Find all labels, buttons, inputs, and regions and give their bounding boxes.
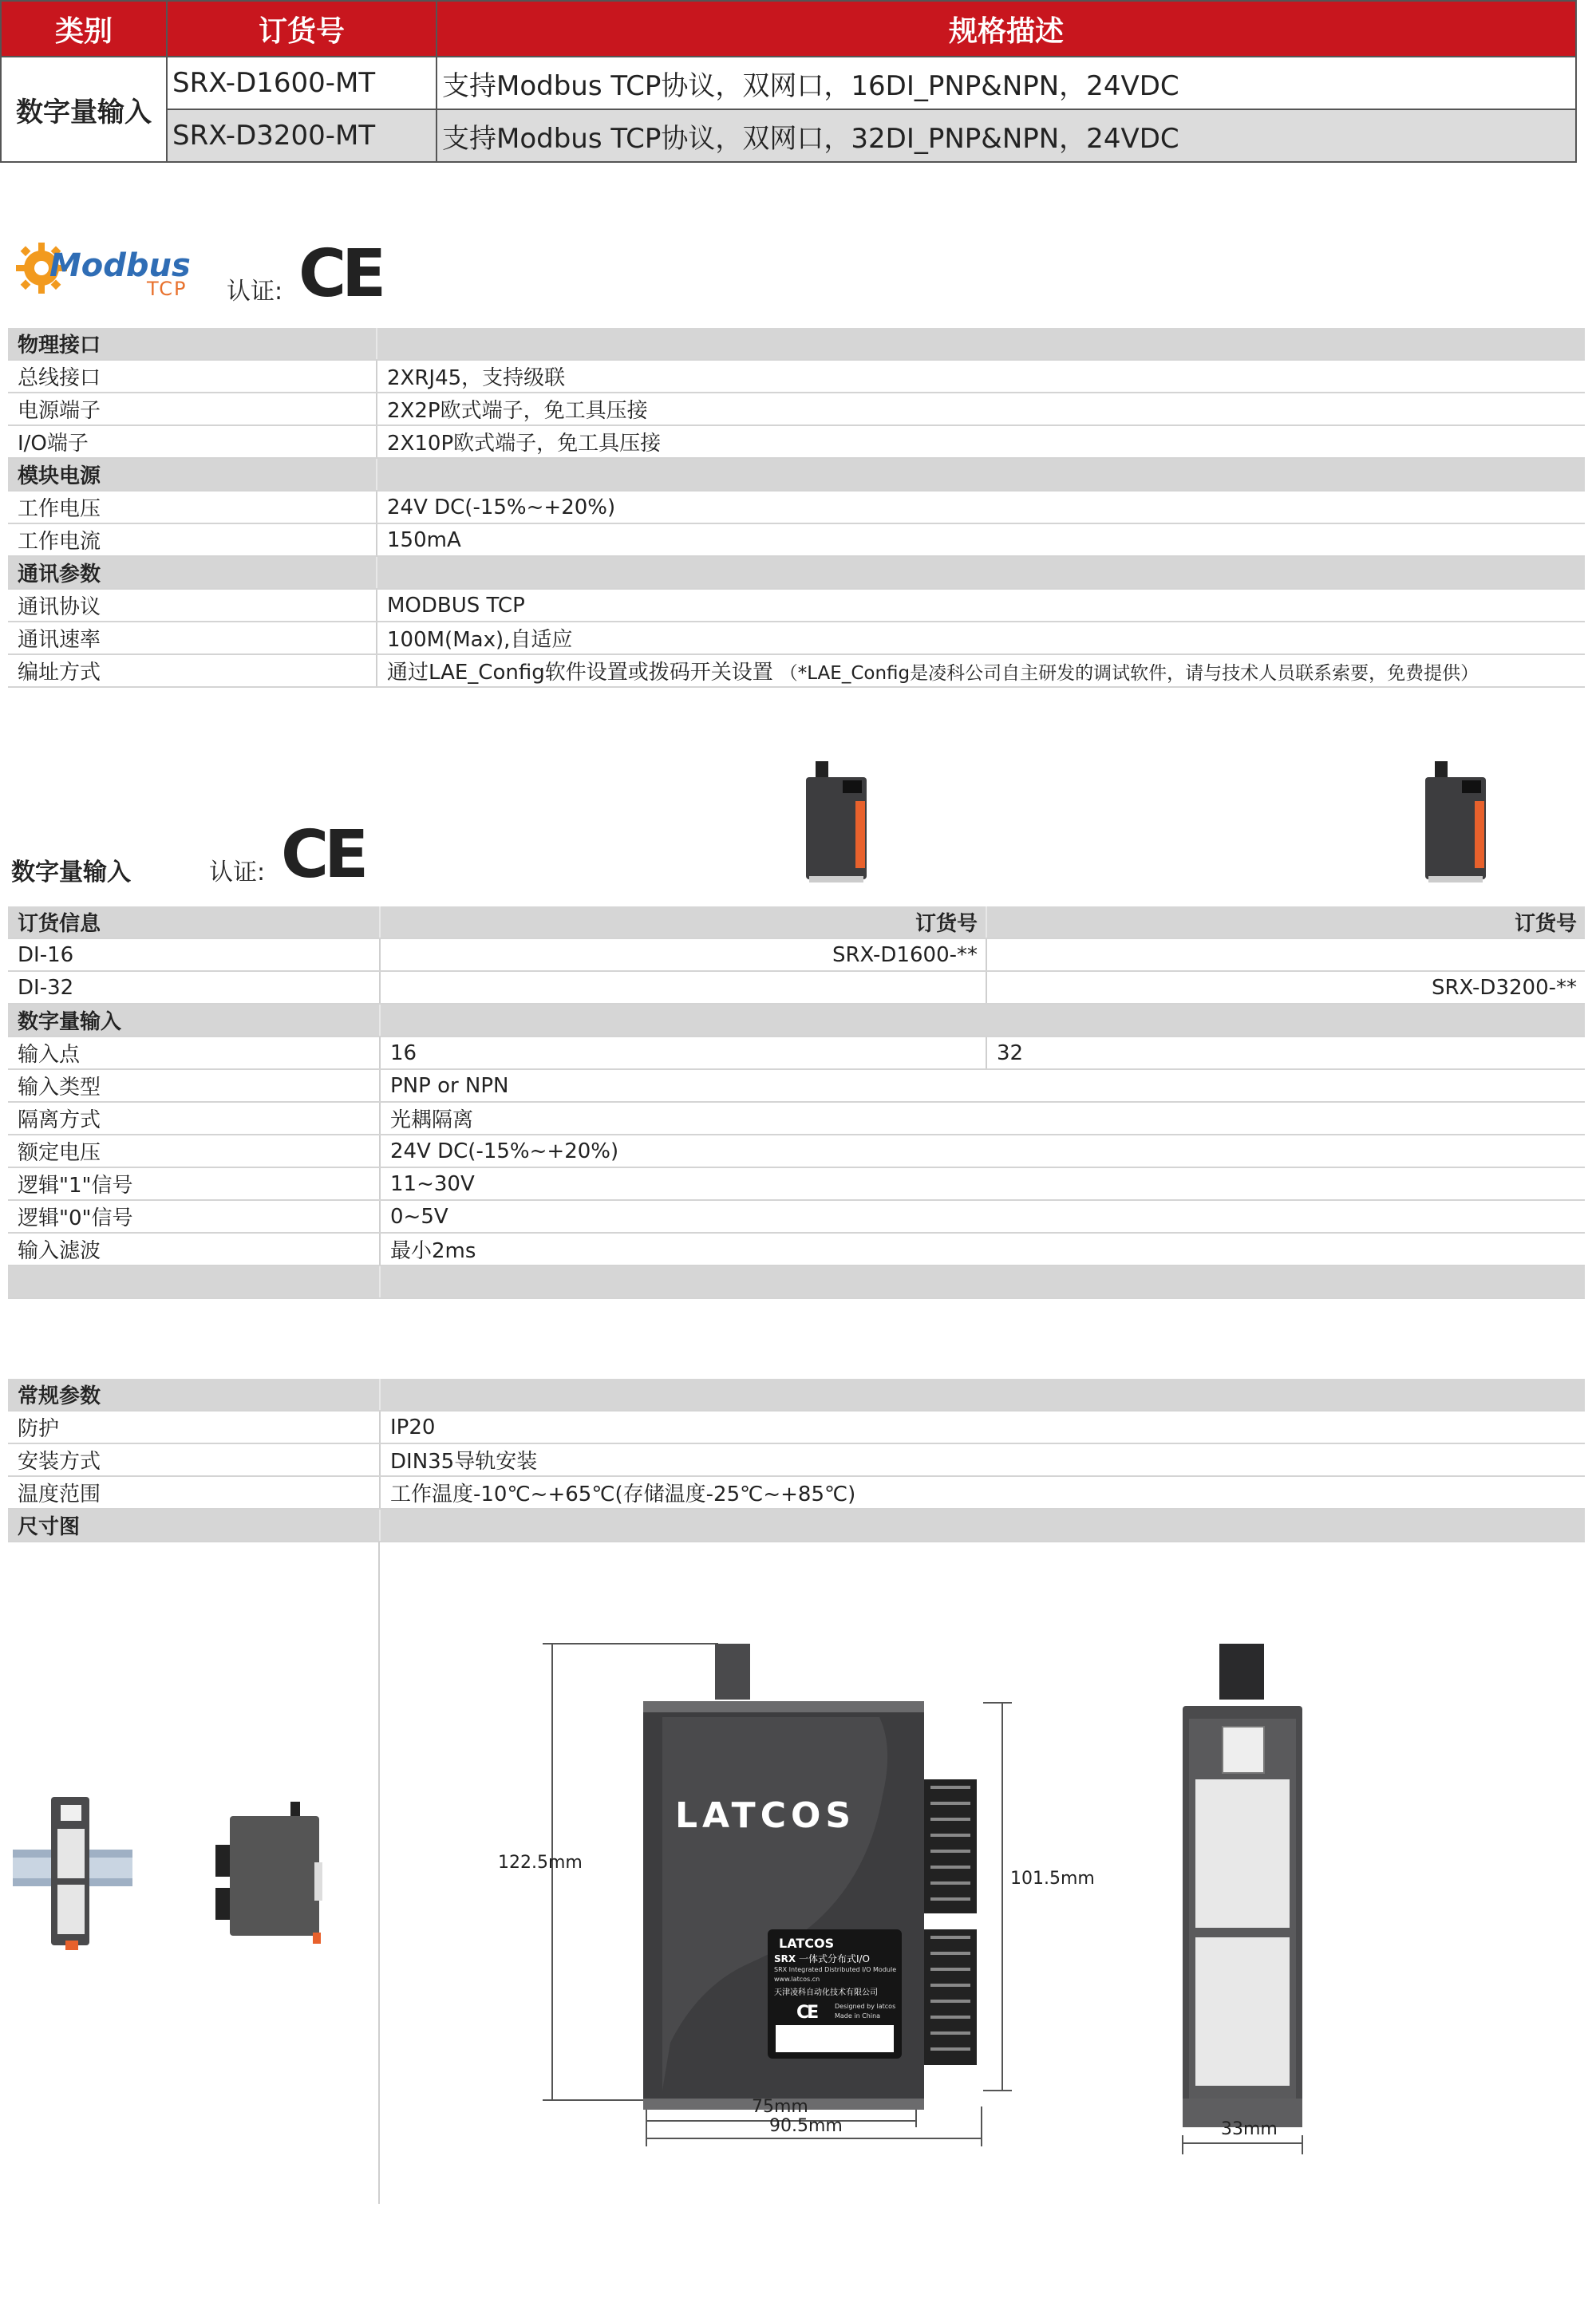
table-row: [8, 938, 1585, 971]
spec-value: 16: [380, 1036, 986, 1069]
spec-value: 2X2P欧式端子，免工具压接: [377, 393, 1585, 425]
spec-value: 150mA: [377, 523, 1585, 556]
section-row: [8, 556, 1585, 589]
di16-device-image: [798, 756, 878, 892]
table-row: [1, 109, 1576, 162]
header-category: 类别: [1, 1, 167, 57]
model-cell: SRX-D3200-MT: [167, 109, 437, 162]
spec-value: IP20: [380, 1411, 1585, 1443]
dim-width-75: 75mm: [752, 2097, 808, 2117]
label-series-text: [774, 1952, 870, 1965]
section-title: 通讯参数: [8, 556, 377, 589]
label-made-text: Made in China: [835, 2012, 881, 2020]
header-order-no: 订货号: [167, 1, 437, 57]
table-row: [8, 1069, 1585, 1102]
spec-key: 输入滤波: [8, 1233, 380, 1265]
spec-table-interfaces: [8, 328, 1585, 688]
table-row: [8, 971, 1585, 1004]
device-brand-text: LATCOS: [675, 1795, 856, 1836]
addr-note-prefix: （*LAE_Config: [779, 663, 911, 684]
spec-key: 通讯速率: [8, 622, 377, 654]
section-title: 模块电源: [8, 458, 377, 491]
section-row-empty: [8, 1265, 1585, 1298]
section-row: [8, 458, 1585, 491]
modbus-wordmark: Modbus: [49, 247, 191, 284]
label-url-text: www.latcos.cn: [774, 1976, 820, 1983]
table-row: [8, 1135, 1585, 1167]
section-title: 常规参数: [8, 1379, 380, 1411]
spec-key: 工作电压: [8, 491, 377, 523]
spec-key: 电源端子: [8, 393, 377, 425]
section-title: 尺寸图: [8, 1509, 380, 1542]
table-row: [8, 1233, 1585, 1265]
dim-height-total: 122.5mm: [498, 1853, 583, 1873]
table-row: [8, 622, 1585, 654]
section-row: [8, 906, 1585, 938]
category-cell: 数字量输入: [1, 57, 167, 162]
spec-table-general: [8, 1379, 1585, 1542]
table-row: [8, 523, 1585, 556]
spec-key: 编址方式: [8, 654, 377, 687]
desc-cell: 支持Modbus TCP协议，双网口，32DI_PNP&NPN，24VDC: [437, 109, 1576, 162]
spec-value: 32: [986, 1036, 1585, 1069]
table-row: [8, 589, 1585, 622]
spec-key: 防护: [8, 1411, 380, 1443]
table-row: [8, 425, 1585, 458]
spec-value: DIN35导轨安装: [380, 1443, 1585, 1476]
table-row: [8, 1036, 1585, 1069]
table-row: [8, 1411, 1585, 1443]
modbus-tcp-logo: [14, 236, 198, 303]
col-header-order-no: 订货号: [986, 906, 1585, 938]
spec-value: 2XRJ45，支持级联: [377, 360, 1585, 393]
section-title: 订货信息: [8, 906, 380, 938]
ce-mark-2: CE: [281, 817, 365, 893]
di32-device-image: [1417, 756, 1497, 892]
spec-value: MODBUS TCP: [377, 589, 1585, 622]
order-table: [0, 0, 1577, 163]
addr-note: 是凌科公司自主研发的调试软件，请与技术人员联系索要，免费提供）: [910, 663, 1479, 684]
table-row: [8, 1476, 1585, 1509]
header-spec: 规格描述: [437, 1, 1576, 57]
spec-value: 11~30V: [380, 1167, 1585, 1200]
table-row: [8, 360, 1585, 393]
table-row: [1, 57, 1576, 109]
col-header-order-no: 订货号: [380, 906, 986, 938]
model-cell: SRX-D1600-MT: [167, 57, 437, 109]
label-company-text: 天津凌科自动化技术有限公司: [774, 1988, 878, 1997]
spec-value: 最小2ms: [380, 1233, 1585, 1265]
ce-mark: CE: [298, 236, 382, 312]
spec-key: 输入点: [8, 1036, 380, 1069]
section-row: [8, 1379, 1585, 1411]
dim-depth: 33mm: [1221, 2119, 1278, 2139]
spec-key: 总线接口: [8, 360, 377, 393]
model-name: DI-32: [8, 971, 380, 1004]
label-series: SRX: [774, 1953, 796, 1964]
desc-cell: 支持Modbus TCP协议，双网口，16DI_PNP&NPN，24VDC: [437, 57, 1576, 109]
spec-value: PNP or NPN: [380, 1069, 1585, 1102]
table-row: [8, 1167, 1585, 1200]
spec-value: 24V DC(-15%~+20%): [380, 1135, 1585, 1167]
spec-table-di: [8, 906, 1585, 1299]
section-title: 数字量输入: [8, 1004, 380, 1036]
model-code: SRX-D3200-**: [986, 971, 1585, 1004]
label-cn: 一体式分布式I/O: [798, 1953, 870, 1964]
dims-divider: [378, 1542, 380, 2204]
cert-label: 认证:: [227, 278, 283, 306]
section-row: [8, 328, 1585, 360]
spec-key: 安装方式: [8, 1443, 380, 1476]
spec-key: 逻辑"1"信号: [8, 1167, 380, 1200]
rail-side-view-image: [211, 1799, 330, 1950]
spec-key: 额定电压: [8, 1135, 380, 1167]
spec-value: 2X10P欧式端子，免工具压接: [377, 425, 1585, 458]
section-title: 物理接口: [8, 328, 377, 360]
spec-value: [377, 654, 1585, 687]
spec-value: 工作温度-10℃~+65℃(存储温度-25℃~+85℃): [380, 1476, 1585, 1509]
dimension-side-drawing: [1165, 1628, 1325, 2154]
dim-width-90: 90.5mm: [769, 2116, 843, 2136]
spec-value: 100M(Max),自适应: [377, 622, 1585, 654]
label-en-text: SRX Integrated Distributed I/O Module: [774, 1966, 897, 1973]
dim-height-body: 101.5mm: [1010, 1869, 1095, 1889]
table-row: [8, 1102, 1585, 1135]
section-row: [8, 1509, 1585, 1542]
rail-front-view-image: [13, 1794, 132, 1953]
addr-value: 通过LAE_Config软件设置或拨码开关设置: [387, 661, 773, 685]
section-row: [8, 1004, 1585, 1036]
model-name: DI-16: [8, 938, 380, 971]
order-table-header: [1, 1, 1576, 57]
spec-key: 工作电流: [8, 523, 377, 556]
spec-key: 隔离方式: [8, 1102, 380, 1135]
label-designed-text: Designed by latcos: [835, 2003, 896, 2010]
table-row: [8, 491, 1585, 523]
tcp-wordmark: TCP: [147, 278, 188, 300]
spec-value: 光耦隔离: [380, 1102, 1585, 1135]
label-brand-text: LATCOS: [779, 1936, 835, 1951]
spec-key: 通讯协议: [8, 589, 377, 622]
spec-value: 0~5V: [380, 1200, 1585, 1233]
cert-label-2: 认证:: [209, 859, 266, 886]
model-code: SRX-D1600-**: [380, 938, 986, 971]
table-row: [8, 1200, 1585, 1233]
table-row: [8, 393, 1585, 425]
dimension-front-drawing: [479, 1628, 1037, 2154]
spec-key: 温度范围: [8, 1476, 380, 1509]
table-row: [8, 654, 1585, 687]
label-ce-mark: CE: [796, 2003, 817, 2023]
table-row: [8, 1443, 1585, 1476]
spec-value: 24V DC(-15%~+20%): [377, 491, 1585, 523]
di-section-title: 数字量输入: [11, 859, 131, 886]
spec-key: 逻辑"0"信号: [8, 1200, 380, 1233]
spec-key: 输入类型: [8, 1069, 380, 1102]
spec-key: I/O端子: [8, 425, 377, 458]
